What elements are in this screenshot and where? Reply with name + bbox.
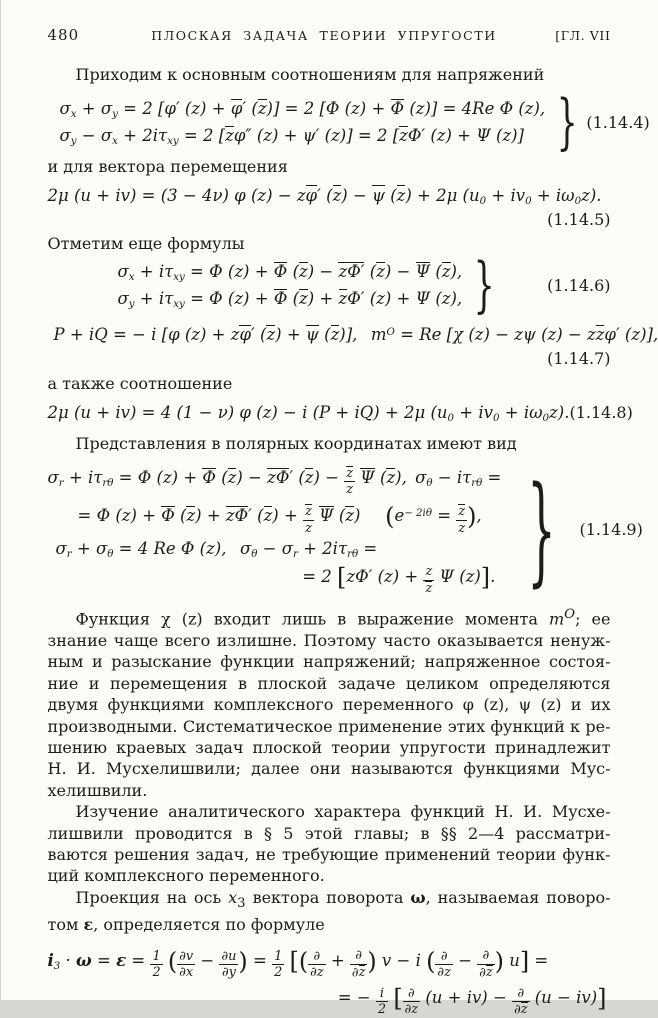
text-line: знание чаще всего излишне. Поэтому часто оказывается ненуж- — [47, 630, 611, 650]
text-line: ние и перемещения в плоской задаче целиком определяются — [47, 673, 611, 693]
text-line: ваются решения задач, не требующие применений теории функ- — [47, 845, 611, 865]
text-line: Отметим еще формулы — [47, 233, 245, 253]
equation-number: (1.14.4) — [586, 112, 650, 132]
equation-line: $\sigma_r + i\tau_{r\theta} = \Phi$ (z) + Φ (z) − zΦ′ (z) − $\frac{z}{z}$ Ψ (z), $\sigma_\theta - i\tau_{r\theta}$ = — [47, 466, 502, 498]
page-header — [48, 26, 611, 44]
text-line: Функция χ (z) входит лишь в выражение момента $m^O$; ее — [75, 607, 611, 629]
equation-lines — [60, 95, 546, 149]
text-line: Представления в полярных координатах имеют вид — [75, 433, 517, 453]
equation-line: $\sigma_x + i\tau_{xy} = \Phi$ (z) + Φ (z) − zΦ′ (z) − Ψ (z), — [117, 262, 463, 284]
paragraph-rotation-projection — [48, 887, 611, 936]
equation-number: (1.14.8) — [569, 403, 633, 423]
equation-line: 2μ (u + iv) = 4 (1 − ν) φ (z) − i (P + iQ) + 2μ $(u_0 + iv_0 + i\omega_0z)$. — [47, 402, 570, 424]
equation-1-14-8 — [47, 400, 633, 426]
intro-line: Приходим к основным соотношениям для напряжений — [75, 65, 545, 84]
equation-1-14-6: $\sigma_x + i\tau_{xy} = \Phi$ (z) + Φ (z) − zΦ′ (z) − Ψ (z), $\sigma_y + i\tau_{xy} = \Phi$ (z) + Φ (z) + zΦ′ (z) + Ψ (z), } (1.14.6) — [117, 250, 611, 321]
text-line: хелишвили. — [47, 780, 148, 800]
paragraph-muskhelishvili-study — [48, 801, 611, 887]
equation-1-14-7: P + iQ = − i [φ (z) + zφ′ (z) + ψ (z)], $m^O = Re$ [χ (z) − zψ (z) − zzφ′ (z)], — [53, 325, 658, 345]
text-line: Н. И. Мусхелишвили; далее они называются функциями Мус- — [47, 759, 611, 779]
equation-1-14-9: $\sigma_r + i\tau_{r\theta} = \Phi$ (z) + Φ (z) − zΦ′ (z) − $\frac{z}{z}$ Ψ (z), $\sigma_\theta - i\tau_{r\theta}$ = = Φ (z) + Φ (z) + zΦ′ (z) + $\frac{z}{z}$ Ψ (z) ($e^{- 2i\theta}$ = $\frac{z}{z}$ ), $\sigma_r + \sigma_\theta = 4$ Re Φ (z), $\sigma_\theta - \sigma_r + 2i\tau_{r\theta}$ = = 2 [zΦ′ (z) + $\frac{z}{z}$ Ψ (z)]. } (1.14.9) — [47, 460, 643, 599]
text-line: а также соотношение — [47, 374, 233, 394]
text-line: Проекция на ось $x_3$ вектора поворота ω, называемая поворо- — [75, 887, 611, 912]
paragraph-chi-function — [48, 604, 611, 801]
chapter-ref: [ГЛ. VII — [555, 28, 611, 43]
equation-number: (1.14.9) — [579, 519, 643, 539]
equation-rotation-line2: = − $\frac{i}{2}$ [ ∂ ∂z (u + iv) − ∂ ∂z (u − iv)] — [337, 984, 607, 1018]
text-line: двумя функциями комплексного переменного φ (z), ψ (z) и их — [47, 695, 611, 715]
text-line: ций комплексного переменного. — [47, 866, 325, 886]
text-line: лишвили проводится в § 5 этой главы; в §§ 2—4 рассматри- — [47, 823, 611, 843]
text-line: том ε, определяется по формуле — [47, 915, 325, 935]
equation-lines — [48, 462, 502, 596]
text-line: и для вектора перемещения — [47, 157, 288, 177]
equation-number: (1.14.6) — [547, 275, 611, 295]
equation-line: $\sigma_r + \sigma_\theta = 4$ Re Φ (z), $\sigma_\theta - \sigma_r + 2i\tau_{r\theta}$ = — [55, 538, 378, 560]
page-number: 480 — [47, 26, 80, 44]
equation-line: $\sigma_x + \sigma_y = 2$ [φ′ (z) + φ′ (z)] = 2 [Φ (z) + Φ (z)] = 4Re Φ (z), — [59, 99, 546, 121]
text-line: ным и разыскание функции напряжений; напряженное состоя- — [47, 652, 611, 672]
equation-number: (1.14.7) — [547, 349, 611, 369]
text-line: Изучение аналитического характера функций Н. И. Мусхе- — [75, 802, 611, 822]
equation-line: = Φ (z) + Φ (z) + zΦ′ (z) + $\frac{z}{z}$ Ψ (z) ($e^{- 2i\theta}$ = $\frac{z}{z}$ ), — [77, 502, 482, 536]
equation-line: = 2 [zΦ′ (z) + $\frac{z}{z}$ Ψ (z)]. — [302, 563, 496, 597]
running-title: ПЛОСКАЯ ЗАДАЧА ТЕОРИИ УПРУГОСТИ — [151, 28, 497, 43]
equation-line: $\sigma_y + i\tau_{xy} = \Phi$ (z) + Φ (z) + zΦ′ (z) + Ψ (z), — [117, 289, 463, 311]
equation-1-14-4: $\sigma_x + \sigma_y = 2$ [φ′ (z) + φ′ (z)] = 2 [Φ (z) + Φ (z)] = 4Re Φ (z), $\sigma_y - \sigma_x + 2i\tau_{xy} = 2$ [zφ″ (z) + ψ′ (z)] = 2 [zΦ′ (z) + Ψ (z)] } (1.14.4) — [59, 87, 650, 158]
book-page — [1, 0, 658, 1018]
equation-1-14-5: 2μ (u + iv) = (3 − 4ν) φ (z) − zφ′ (z) − ψ (z) + 2μ $(u_0 + iv_0 + i\omega_0z)$. — [47, 185, 602, 207]
text-line: производными. Систематическое применение этих функций к ре- — [47, 716, 611, 736]
equation-lines — [118, 258, 463, 312]
equation-line: $\sigma_y - \sigma_x + 2i\tau_{xy} = 2$ [zφ″ (z) + ψ′ (z)] = 2 [zΦ′ (z) + Ψ (z)] — [59, 126, 524, 148]
equation-number: (1.14.5) — [547, 209, 611, 229]
text-line: шению краевых задач плоской теории упругости принадлежит — [47, 738, 611, 758]
equation-rotation-line1: $i_3 \cdot \omega = \varepsilon$ = $\frac{1}{2}$ ( $\frac{\partial v}{\partial x}$ − $\frac{\partial u}{\partial y}$ ) = $\frac{1}{2}$ [( ∂ ∂z + ∂ ∂z ) v − i ( ∂ ∂z − ∂ ∂z ) u] = — [47, 947, 549, 981]
